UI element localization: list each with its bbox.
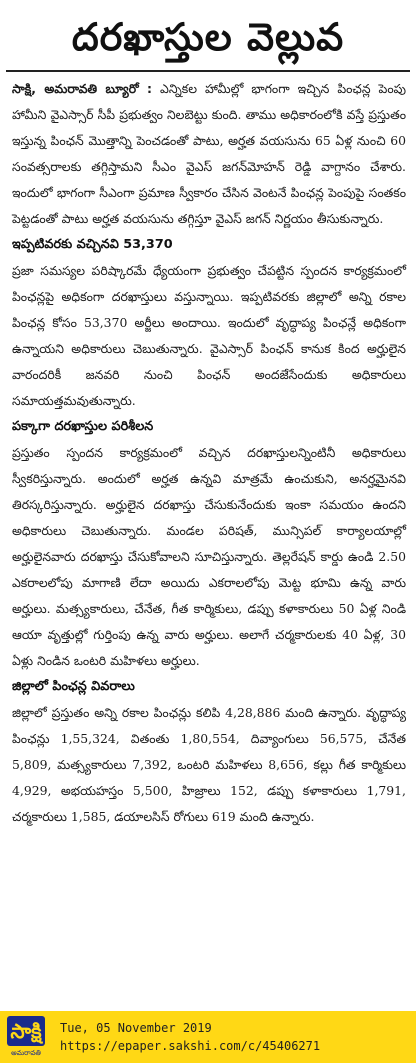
sakshi-logo-mark: సాక్షి xyxy=(7,1016,45,1046)
sakshi-logo-edition: అమరావతి xyxy=(11,1049,41,1057)
article-body xyxy=(0,72,416,830)
section-body-verification: ప్రస్తుతం స్పందన కార్యక్రమంలో వచ్చిన దరఖాస్తులన్నింటినీ అధికారులు స్వీకరిస్తున్నారు. అందులో అర్హత ఉన్నవి మాత్రమే ఉంచుకుని, అనర్హమైనవి తిరస్కరిస్తున్నారు. అర్హులైన దరఖాస్తు చేసుకునేందుకు ఇంకా సమయం ఉందని అధికారులు చెబుతున్నారు. మండల పరిషత్, మున్సిపల్ కార్యాలయాల్లో అర్హులైనవారు దరఖాస్తు చేసుకోవాలని సూచిస్తున్నారు. తెల్లరేషన్ కార్డు ఉండి 2.50 ఎకరాలలోపు మాగాణి లేదా అయిదు ఎకరాలలోపు మెట్ట భూమి ఉన్న వారు అర్హులు. మత్స్యకారులు, చేనేత, గీత కార్మికులు, డప్పు కళాకారులు 50 ఏళ్ల నిండి ఆయా వృత్తుల్లో గుర్తింపు ఉన్న వారు అర్హులు. అలాగే చర్మకారులకు 40 ఏళ్ల, 30 ఏళ్లు నిండిన ఒంటరి మహిళలు అర్హులు. xyxy=(12,445,406,668)
epaper-url[interactable]: https://epaper.sakshi.com/c/45406271 xyxy=(60,1039,321,1053)
section-heading-verification: పక్కాగా దరఖాస్తుల పరిశీలన xyxy=(12,419,154,434)
section-body-pension-details: జిల్లాలో ప్రస్తుతం అన్ని రకాల పింఛన్లు కలిపి 4,28,886 మంది ఉన్నారు. వృద్ధాప్య పింఛన్లు 1,55,324, వితంతు 1,80,554, దివ్యాంగులు 56,575, చేనేత 5,809, మత్స్యకారులు 7,392, ఒంటరి మహిళలు 8,656, కల్లు గీత కార్మికులు 4,929, అభయహస్తం 5,500, హిజ్రాలు 152, డప్పు కళాకారులు 1,791, చర్మకారులు 1,585, డయాలసిస్ రోగులు 619 మంది ఉన్నారు. xyxy=(12,705,406,824)
section-body-applications-count: ప్రజా సమస్యల పరిష్కారమే ధ్యేయంగా ప్రభుత్వం చేపట్టిన స్పందన కార్యక్రమంలో పింఛన్లపై అధికంగా దరఖాస్తులు వస్తున్నాయి. ఇప్పటివరకు జిల్లాలో అన్ని రకాల పింఛన్ల కోసం 53,370 అర్జీలు అందాయి. ఇందులో వృద్ధాప్య పింఛన్లే అధికంగా ఉన్నాయని అధికారులు చెబుతున్నారు. వైఎస్సార్ పింఛన్ కానుక కింద అర్హులైన వారందరికీ జనవరి నుంచి పింఛన్ అందజేసేందుకు అధికారులు సమాయత్తమవుతున్నారు. xyxy=(12,263,406,408)
headline: దరఖాస్తుల వెల్లువ xyxy=(71,15,345,59)
intro-text: ఎన్నికల హామీల్లో భాగంగా ఇచ్చిన పింఛన్ల పెంపు హామీని వైఎస్సార్ సీపీ ప్రభుత్వం నిలబెట్టు కుంది. తాము అధికారంలోకి వస్తే ప్రస్తుతం ఇస్తున్న పింఛన్ మొత్తాన్ని పెంచడంతో పాటు, అర్హత వయసును 65 ఏళ్ల నుంచి 60 సంవత్సరాలకు తగ్గిస్తామని సీఎం వైఎస్ జగన్‌మోహన్ రెడ్డి వాగ్దానం చేశారు. ఇందులో భాగంగా సీఎంగా ప్రమాణ స్వీకారం చేసిన వెంటనే పింఛన్ల పెంపుపై సంతకం పెట్టడంతో పాటు అర్హత వయసును తగ్గిస్తూ వైఎస్ జగన్ నిర్ణయం తీసుకున్నారు. xyxy=(12,81,406,226)
section-heading-pension-details: జిల్లాలో పింఛన్ల వివరాలు xyxy=(12,679,135,694)
sakshi-logo xyxy=(4,1015,48,1059)
dateline: సాక్షి, అమరావతి బ్యూరో : xyxy=(12,81,152,96)
intro-paragraph xyxy=(12,76,406,232)
section-heading-applications-count: ఇప్పటివరకు వచ్చినవి 53,370 xyxy=(12,237,173,252)
publication-date: Tue, 05 November 2019 xyxy=(60,1021,212,1035)
epaper-footer xyxy=(0,1011,416,1063)
footer-info xyxy=(60,1019,320,1055)
